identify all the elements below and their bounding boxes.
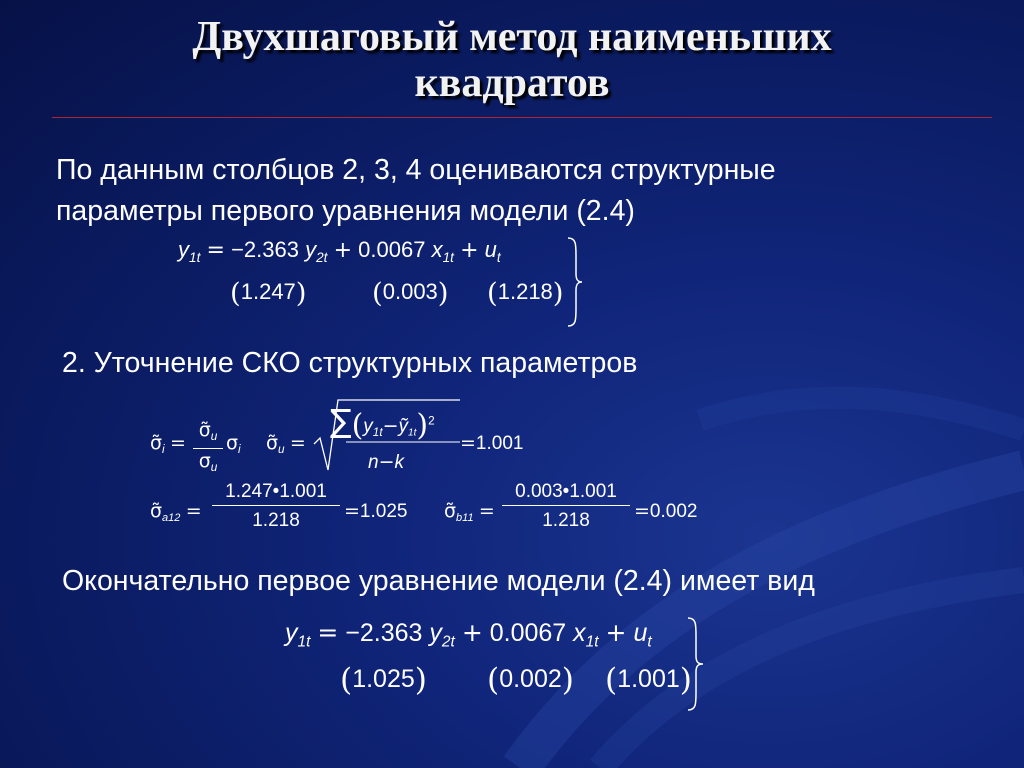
sigma-a12-value: =1.025 [344,500,408,522]
final-right-brace [686,616,706,712]
sigma-a12-lhs: $\sigmã_{a12}$ = [150,500,202,524]
title-line-1: Двухшаговый метод наименьших [192,14,832,60]
title-line-2: квадратов [414,60,610,106]
sigma-a12-fraction: 1.247•1.001 1.218 [212,479,340,536]
step2-heading: 2. Уточнение СКО структурных параметров [62,347,638,379]
sigma-b11-value: =0.002 [634,500,698,522]
sigma-i-factor: $\sigma_i$ [226,432,241,457]
final-text: Окончательно первое уравнение модели (2.4) имеет вид [62,565,815,597]
sigma-u-numerator: $\sum(y_{1t}-ỹ_{1t})^2$ [330,402,435,443]
final-se-3: (1.001) [605,662,692,699]
final-se-2: (0.002) [487,662,574,699]
final-se-1: (1.025) [340,662,427,699]
sigma-u-lhs: $\sigmã_u$ = [266,432,306,457]
final-equation: $y_{1t} = -2.363$ $y_{2t} + 0.0067$ $x_{1t} + u_t$ [285,618,652,651]
sigma-u-value: =1.001 [460,432,524,454]
step1-se-2: (0.003) [372,276,449,309]
step1-se-3: (1.218) [487,276,564,309]
step1-se-1: (1.247) [230,276,307,309]
sigma-i-lhs: $\sigmã_i$ = [150,432,186,457]
step1-text-line-2: параметры первого уравнения модели (2.4) [56,195,635,227]
slide-title [0,14,1024,106]
sigma-u-denominator: n−k [368,451,404,473]
sigma-b11-fraction: 0.003•1.001 1.218 [502,479,630,536]
step1-text-line-1: По данным столбцов 2, 3, 4 оцениваются структурные [56,154,776,186]
sigma-b11-lhs: $\sigmã_{b11}$ = [444,500,495,524]
title-divider [52,117,992,118]
step1-right-brace [566,236,584,328]
step1-equation: $y_{1t} = -2.363$ $y_{2t} + 0.0067$ $x_{1t} + u_t$ [178,237,501,265]
sigma-i-fraction: $\sigmã_u$ $\sigma_u$ [193,419,223,480]
